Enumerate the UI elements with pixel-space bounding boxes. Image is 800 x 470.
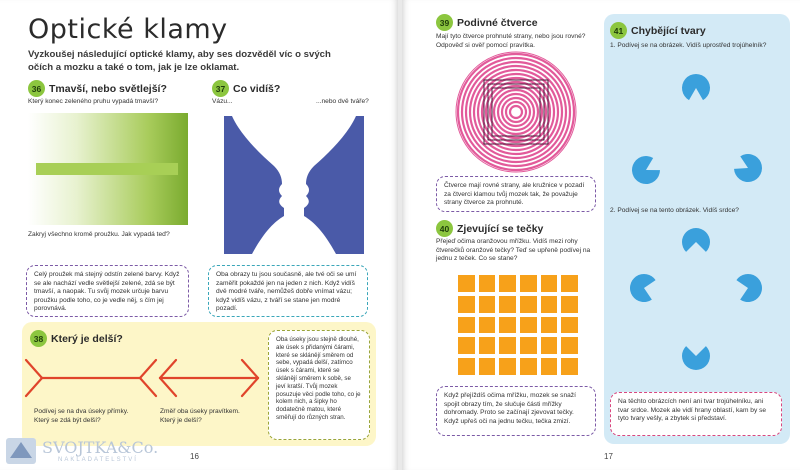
grid-cell <box>561 296 578 313</box>
item-caption: Zakryj všechno kromě proužku. Jak vypadá teď? <box>28 231 170 238</box>
logo-name: SVOJTKA&Co. <box>42 438 159 457</box>
item-heading: Chybějící tvary <box>631 24 706 37</box>
grid-cell <box>541 358 558 375</box>
grid-cell <box>458 358 475 375</box>
logo-subtitle: NAKLADATELSTVÍ <box>58 457 138 463</box>
item-number-badge: 37 <box>212 80 229 97</box>
item-label-b: Změř oba úseky pravítkem. Který je delší? <box>160 408 240 424</box>
grid-cell <box>499 358 516 375</box>
grid-cell <box>541 317 558 334</box>
ring <box>494 90 538 134</box>
grid-cell <box>499 275 516 292</box>
page-number: 16 <box>190 452 199 461</box>
grid-cell <box>520 296 537 313</box>
grid-cell <box>520 275 537 292</box>
item-39-header <box>436 14 538 32</box>
answer-box: Oba úseky jsou stejně dlouhé, ale úsek s přidanými čárami, které se sklánějí směrem od sebe, vypadá delší, zatímco úsek s čárami, které se sklánějí směrem k sobě, se jeví kratší. Tvůj mozek posuzuje věci podle toho, co je kolem nich, a šipky ho dodatečně matou, které směřují do různých stran. <box>268 330 370 440</box>
pacman-shape <box>632 156 660 184</box>
item-heading: Podivné čtverce <box>457 16 538 29</box>
ring <box>498 94 534 130</box>
item-38-header <box>30 330 123 348</box>
publisher-logo <box>6 436 159 468</box>
item-number-badge: 39 <box>436 14 453 31</box>
grid-cell <box>479 317 496 334</box>
item-heading: Co vidíš? <box>233 82 281 95</box>
concentric-circles-illusion <box>456 52 576 172</box>
grid-cell <box>561 358 578 375</box>
grid-cell <box>520 317 537 334</box>
orange-grid-illusion <box>458 275 578 375</box>
answer-box: Na těchto obrázcích není ani tvar trojúhelníku, ani tvar srdce. Mozek ale vidí hrany oblastí, kam by se tyto tvary vešly, a zbytek si představí. <box>610 392 782 436</box>
grid-cell <box>458 275 475 292</box>
pacman-shape <box>682 346 710 370</box>
vase-faces-illusion <box>224 116 364 254</box>
grid-cell <box>520 337 537 354</box>
grid-cell <box>458 317 475 334</box>
ring <box>510 106 522 118</box>
intro-text: Vyzkoušej následující optické klamy, aby ses dozvěděl víc o svých očích a mozku a také o tom, jak je lze oklamat. <box>28 49 331 73</box>
item-heading: Zjevující se tečky <box>457 222 544 235</box>
grid-cell <box>499 296 516 313</box>
grid-cell <box>479 358 496 375</box>
item-37-header <box>212 80 280 98</box>
item-number-badge: 38 <box>30 330 47 347</box>
grid-cell <box>561 317 578 334</box>
item-41-header <box>610 22 706 40</box>
grid-cell <box>479 296 496 313</box>
kanizsa-triangle-illusion <box>606 60 786 200</box>
answer-box: Když přejíždíš očima mřížku, mozek se snaží spojit obrazy tím, že slučuje části mřížky dohromady. Proto se začínají zjevovat tečky. Když upřeš oči na jednu tečku, tečka zmizí. <box>436 386 596 436</box>
grid-cell <box>541 337 558 354</box>
pacman-shape <box>734 154 762 182</box>
right-page <box>402 0 800 470</box>
grid-cell <box>458 296 475 313</box>
pacman-shape <box>682 74 710 100</box>
item-heading: Tmavší, nebo světlejší? <box>49 82 167 95</box>
answer-box: Celý proužek má stejný odstín zelené barvy. Když se ale nachází vedle světlejší zelené, zdá se být tmavší, a naopak. Tu svůj mozek určuje barvu proužku podle toho, co je vedle něj, s čím jej porovnává. <box>26 265 189 317</box>
grid-cell <box>541 296 558 313</box>
grid-cell <box>499 337 516 354</box>
ring <box>458 54 574 170</box>
page-number: 17 <box>604 452 613 461</box>
left-page <box>0 0 398 470</box>
grid-cell <box>561 337 578 354</box>
pacman-shape <box>630 274 656 302</box>
pacman-shape <box>682 228 710 252</box>
grid-cell <box>479 337 496 354</box>
grid-cell <box>499 317 516 334</box>
answer-box: Čtverce mají rovné strany, ale kružnice v pozadí za čtverci klamou tvůj mozek tak, že považuje strany čtverce za prohnuté. <box>436 176 596 212</box>
item-question: Přejeď očima oranžovou mřížku. Vidíš mezi rohy čtverečků oranžové tečky? Teď se upřeně podívej na jednu z teček. Co se stane? <box>436 238 591 263</box>
green-strip <box>36 163 178 175</box>
item-question-1: 1. Podívej se na obrázek. Vidíš uprostřed trojúhelník? <box>610 42 767 49</box>
page-title: Optické klamy <box>28 14 228 45</box>
muller-lyer-arrows <box>30 348 260 408</box>
grid-cell <box>479 275 496 292</box>
item-question: Který konec zeleného pruhu vypadá tmavší? <box>28 98 159 105</box>
overlay-square <box>492 88 540 136</box>
illusory-heart-illusion <box>606 226 786 386</box>
grid-cell <box>458 337 475 354</box>
item-36-header <box>28 80 167 98</box>
grid-cell <box>561 275 578 292</box>
item-number-badge: 40 <box>436 220 453 237</box>
item-question-2: 2. Podívej se na tento obrázek. Vidíš srdce? <box>610 207 739 214</box>
grid-cell <box>541 275 558 292</box>
logo-emblem-icon <box>6 438 36 464</box>
item-question: Mají tyto čtverce prohnuté strany, nebo jsou rovné? Odpověď si ověř pomocí pravítka. <box>436 33 586 49</box>
grid-cell <box>520 358 537 375</box>
item-question-2: ...nebo dvě tváře? <box>316 98 369 105</box>
item-number-badge: 41 <box>610 22 627 39</box>
item-question: Vázu... <box>212 98 233 105</box>
item-heading: Který je delší? <box>51 332 123 345</box>
overlay-square <box>488 84 544 140</box>
answer-box: Oba obrazy tu jsou současně, ale tvé oči se umí zaměřit pokaždé jen na jeden z nich. Když vidíš dvě modré tváře, nemůžeš dobře vnímat vázu; když vidíš vázu, z tváří se stane jen modré pozadí. <box>208 265 368 317</box>
item-label-a: Podívej se na dva úseky přímky. Který se zdá být delší? <box>34 408 129 424</box>
item-40-header <box>436 220 543 238</box>
item-number-badge: 36 <box>28 80 45 97</box>
pacman-shape <box>736 274 762 302</box>
